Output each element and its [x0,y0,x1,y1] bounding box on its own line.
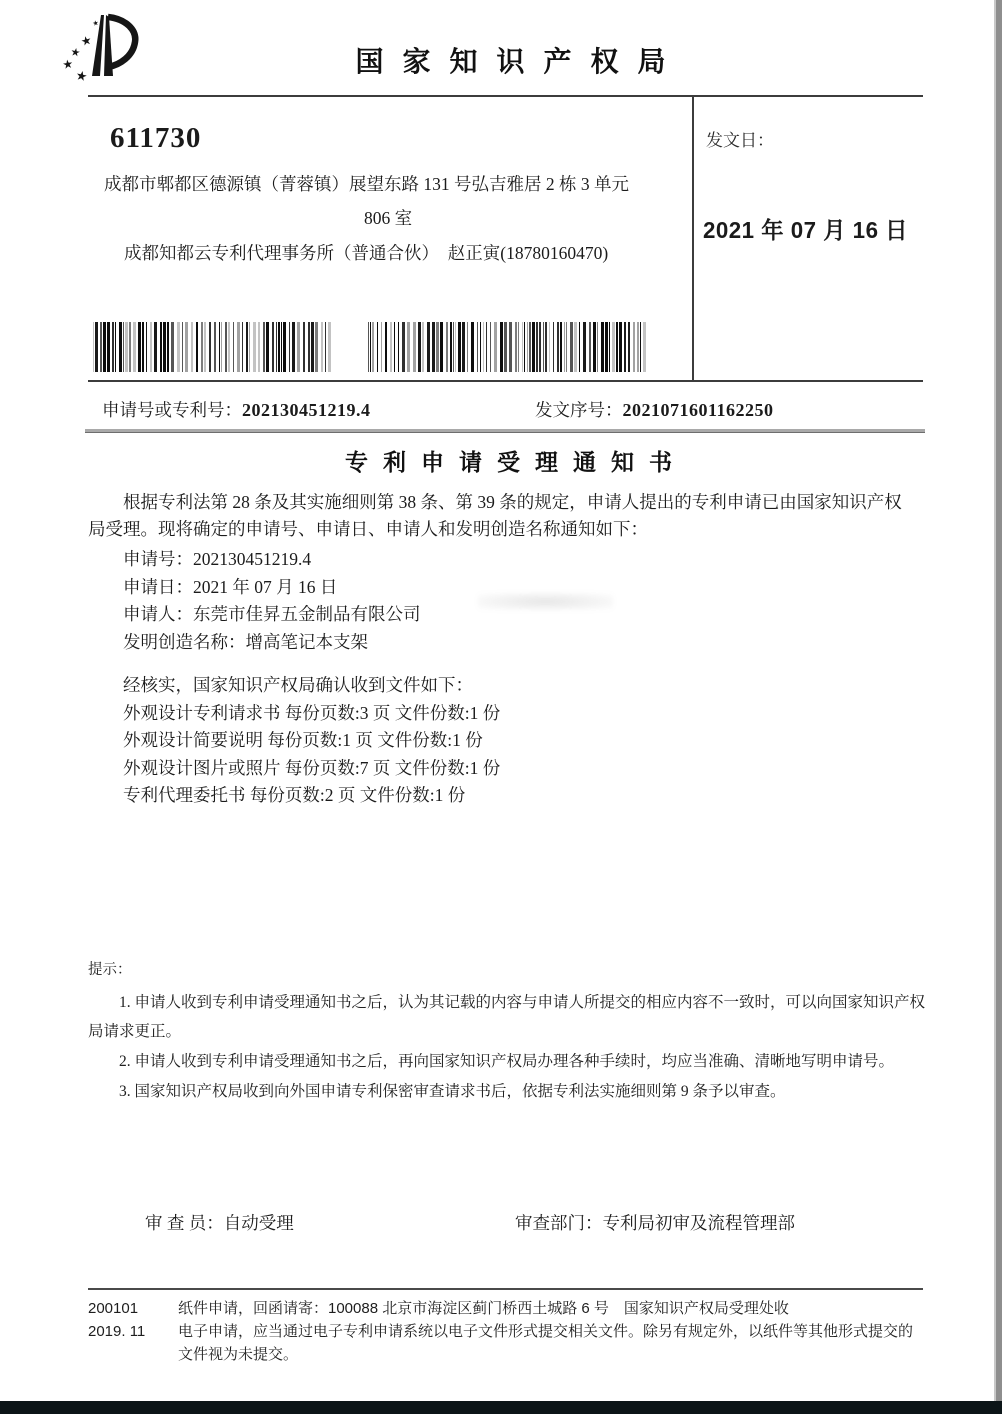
application-details [123,546,421,656]
detail-value: 202130451219.4 [193,549,312,569]
tip-item-2: 2. 申请人收到专利申请受理通知书之后，再向国家知识产权局办理各种手续时，均应当准确、清晰地写明申请号。 [119,1053,895,1070]
footer-row-electronic [88,1320,926,1366]
detail-value: 增高笔记本支架 [245,631,368,652]
detail-applicant [123,601,421,629]
footer-row-paper [88,1297,926,1320]
footer-form-code: 200101 [88,1300,139,1317]
signoff-row [88,1210,923,1240]
agency-title: 国家知识产权局 [355,47,685,78]
received-item: 外观设计图片或照片 每份页数:7 页 文件份数:1 份 [123,757,501,778]
header-rule [88,95,923,97]
detail-invention-name [123,629,421,657]
reference-row [88,397,923,429]
barcode-right [368,322,648,372]
svg-text:★: ★ [69,45,82,60]
examining-department [515,1210,795,1235]
serial-number-value: 2021071601162250 [622,400,774,420]
svg-text:★: ★ [91,18,100,28]
received-item: 专利代理委托书 每份页数:2 页 文件份数:1 份 [123,785,466,805]
svg-text:★: ★ [74,68,89,86]
serial-number [535,397,774,422]
examiner [145,1210,294,1235]
detail-application-no [123,546,421,574]
recipient-block [88,122,688,265]
footer-electronic-note: 电子申请，应当通过电子专利申请系统以电子文件形式提交相关文件。除另有规定外，以纸件等其他形式提交的文件视为未提交。 [178,1323,914,1363]
tips-label: 提示： [88,962,132,978]
examiner-value: 自动受理 [223,1213,294,1233]
postal-code: 611730 [110,122,202,154]
mid-rule [88,380,923,382]
scan-bottom-band [0,1401,1002,1414]
serial-number-label: 发文序号： [535,400,623,420]
tip-item-1: 1. 申请人收到专利申请受理通知书之后，认为其记载的内容与申请人所提交的相应内容不一致时，可以向国家知识产权局请求更正。 [88,994,926,1040]
barcode-left [93,322,331,372]
detail-filing-date [123,574,421,602]
application-number-label: 申请号或专利号： [102,400,242,420]
detail-label: 发明创造名称： [123,631,246,652]
issue-box-divider [692,95,694,382]
notice-title: 专利申请受理通知书 [345,450,687,475]
detail-label: 申请号： [123,549,193,569]
agent-line: 成都知都云专利代理事务所（普通合伙） 赵正寅(18780160470) [124,243,609,263]
examiner-label: 审 查 员： [145,1213,224,1233]
scan-smudge [478,593,613,610]
footer-paper-note: 纸件申请，回函请寄：100088 北京市海淀区蓟门桥西土城路 6 号 国家知识产权局受理处收 [178,1300,789,1317]
svg-text:★: ★ [79,32,94,49]
application-number-value: 202130451219.4 [242,400,371,420]
received-item: 外观设计简要说明 每份页数:1 页 文件份数:1 份 [123,730,483,750]
detail-label: 申请人： [123,604,193,624]
thick-divider [85,429,925,433]
detail-label: 申请日： [123,576,193,597]
recipient-address-line1: 成都市郫都区德源镇（菁蓉镇）展望东路 131 号弘吉雅居 2 栋 3 单元 [104,174,629,194]
received-heading: 经核实，国家知识产权局确认收到文件如下： [123,675,473,695]
svg-text:★: ★ [61,56,75,72]
recipient-address-line2: 806 室 [363,208,413,228]
detail-value: 东莞市佳昇五金制品有限公司 [193,604,421,624]
issue-date-label: 发文日： [706,131,774,150]
received-documents [123,672,500,810]
tips-section [88,958,926,1107]
application-number [102,397,371,422]
footer-rule [88,1288,923,1290]
scan-edge-strip [994,0,1002,1414]
tip-item-3: 3. 国家知识产权局收到向外国申请专利保密审查请求书后，依据专利法实施细则第 9 条予以审查。 [119,1083,786,1100]
detail-value: 2021 年 07 月 16 日 [193,576,338,597]
footer [88,1297,926,1366]
notice-intro: 根据专利法第 28 条及其实施细则第 38 条、第 39 条的规定，申请人提出的专利申请已由国家知识产权局受理。现将确定的申请号、申请日、申请人和发明创造名称通知如下： [88,492,902,539]
issue-date-value: 2021 年 07 月 16 日 [703,217,908,243]
received-item: 外观设计专利请求书 每份页数:3 页 文件份数:1 份 [123,702,501,723]
footer-version-code: 2019. 11 [88,1323,146,1340]
department-label: 审查部门： [515,1213,603,1233]
department-value: 专利局初审及流程管理部 [602,1213,795,1233]
